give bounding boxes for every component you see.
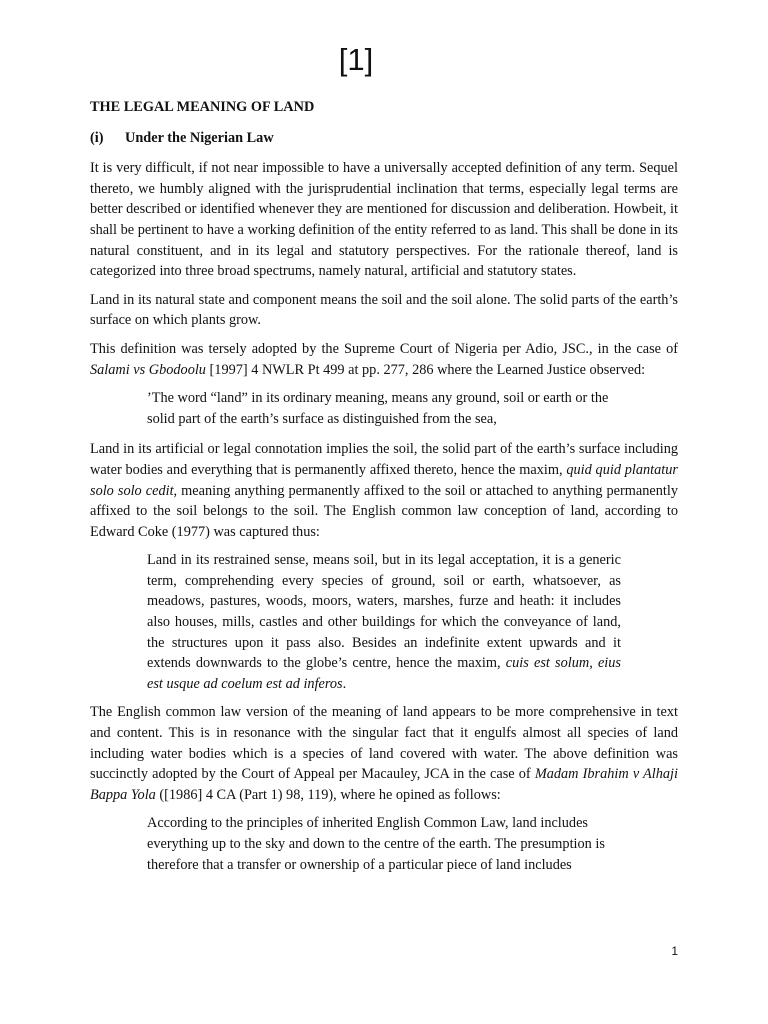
latin-maxim-2: cuis est solum, eius est usque ad coelum est ad inferos: [147, 655, 621, 692]
paragraph-3-text-b: [1997] 4 NWLR Pt 499 at pp. 277, 286 where the Learned Justice observed:: [205, 361, 646, 378]
block-quote-2-text-a: Land in its restrained sense, means soil, but in its legal acceptation, it is a generic term, comprehending every species of ground, soil or earth, whatsoever, as meadows, pastures, woods, moors, waters, marshes, furze and heath: it includes also houses, mills, castles and other buildings for which the conveyance of land, the structures upon it pass also. Besides an indefinite extent upwards and it extends downwards to the globe’s centre, hence the maxim,: [147, 552, 621, 672]
paragraph-4: [90, 439, 678, 542]
case-citation-salami: Salami vs Gbodoolu: [90, 361, 206, 378]
block-quote-1: ’The word “land” in its ordinary meaning, means any ground, soil or earth or the solid part of the earth’s surface as distinguished from the sea,: [147, 390, 609, 427]
paragraph-5-text-a: The English common law version of the meaning of land appears to be more comprehensive in text and content. This is in resonance with the singular fact that it engulfs almost all species of land including water bodies which is a species of land covered with water. The above definition was succinctly adopted by the Court of Appeal per Macauley, JCA in the case of: [90, 704, 678, 783]
subsection-heading: [90, 128, 678, 149]
block-quote-3: According to the principles of inherited English Common Law, land includes everything up to the sky and down to the centre of the earth. The presumption is therefore that a transfer or ownership of a particular piece of land includes: [147, 815, 605, 873]
paragraph-4-text-b: , meaning anything permanently affixed to the soil or attached to anything permanently affixed to the soil belongs to the soil. The English common law conception of land, according to Edward Coke (1977) was captured thus:: [90, 482, 678, 540]
paragraph-3: [90, 339, 678, 380]
paragraph-5-text-b: ([1986] 4 CA (Part 1) 98, 119), where he opined as follows:: [155, 786, 501, 803]
section-title: THE LEGAL MEANING OF LAND: [90, 99, 315, 115]
page-number: 1: [671, 944, 678, 958]
paragraph-5: [90, 702, 678, 805]
paragraph-3-text-a: This definition was tersely adopted by the Supreme Court of Nigeria per Adio, JSC., in the case of: [90, 340, 678, 357]
case-citation-ibrahim: Madam Ibrahim v Alhaji Bappa Yola: [90, 766, 678, 803]
subsection-title: Under the Nigerian Law: [125, 129, 274, 146]
header-page-marker: [1]: [338, 42, 374, 77]
latin-maxim-1: quid quid plantatur solo solo cedit: [90, 461, 678, 499]
document-body: [90, 97, 678, 885]
paragraph-1: It is very difficult, if not near impossible to have a universally accepted definition of any term. Sequel thereto, we humbly aligned with the jurisprudential inclination that terms, especially legal terms are better described or identified whenever they are mentioned for discussion and deliberation. Howbeit, it shall be pertinent to have a working definition of the entity referred to as land. This shall be done in its natural constituent, and in its legal and statutory perspectives. For the rationale thereof, land is categorized into three broad spectrums, namely natural, artificial and statutory states.: [90, 160, 678, 280]
paragraph-4-text-a: Land in its artificial or legal connotation implies the soil, the solid part of the earth’s surface including water bodies and everything that is permanently affixed thereto, hence the maxim,: [90, 441, 678, 478]
subsection-number: (i): [90, 129, 104, 146]
block-quote-2-text-b: .: [342, 675, 347, 692]
paragraph-2: Land in its natural state and component means the soil and the soil alone. The solid parts of the earth’s surface on which plants grow.: [90, 291, 678, 329]
block-quote-2: [147, 550, 621, 694]
